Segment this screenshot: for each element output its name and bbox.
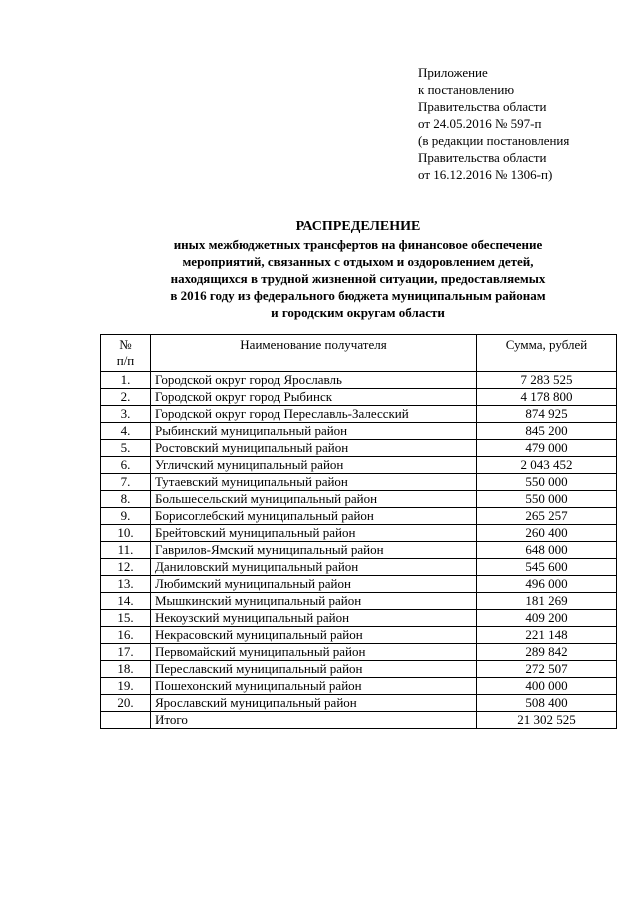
row-number: 15. bbox=[101, 610, 151, 627]
row-number: 6. bbox=[101, 457, 151, 474]
row-recipient: Городской округ город Переславль-Залесский bbox=[151, 406, 477, 423]
row-recipient: Ярославский муниципальный район bbox=[151, 695, 477, 712]
row-recipient: Ростовский муниципальный район bbox=[151, 440, 477, 457]
row-recipient: Угличский муниципальный район bbox=[151, 457, 477, 474]
row-number: 3. bbox=[101, 406, 151, 423]
title-line: иных межбюджетных трансфертов на финансовое обеспечение bbox=[173, 237, 543, 252]
row-sum: 289 842 bbox=[477, 644, 617, 661]
row-sum: 2 043 452 bbox=[477, 457, 617, 474]
title-line: и городским округам области bbox=[271, 305, 445, 320]
row-sum: 550 000 bbox=[477, 474, 617, 491]
table-row bbox=[101, 508, 617, 525]
appendix-line: (в редакции постановления bbox=[418, 133, 570, 148]
table-total-row bbox=[101, 712, 617, 729]
row-sum: 479 000 bbox=[477, 440, 617, 457]
table-row bbox=[101, 440, 617, 457]
row-recipient: Брейтовский муниципальный район bbox=[151, 525, 477, 542]
row-number: 7. bbox=[101, 474, 151, 491]
row-recipient: Некоузский муниципальный район bbox=[151, 610, 477, 627]
appendix-line: Правительства области bbox=[418, 150, 547, 165]
appendix-block bbox=[418, 64, 569, 183]
document-title bbox=[100, 218, 616, 321]
table-row bbox=[101, 559, 617, 576]
appendix-line: от 16.12.2016 № 1306-п) bbox=[418, 167, 553, 182]
row-sum: 260 400 bbox=[477, 525, 617, 542]
row-number: 14. bbox=[101, 593, 151, 610]
header-number: № п/п bbox=[101, 335, 151, 372]
appendix-line: Приложение bbox=[418, 65, 488, 80]
table-row bbox=[101, 406, 617, 423]
row-number: 19. bbox=[101, 678, 151, 695]
row-sum: 272 507 bbox=[477, 661, 617, 678]
table-body bbox=[101, 372, 617, 729]
row-number: 9. bbox=[101, 508, 151, 525]
row-number: 17. bbox=[101, 644, 151, 661]
row-sum: 7 283 525 bbox=[477, 372, 617, 389]
appendix-line: от 24.05.2016 № 597-п bbox=[418, 116, 542, 131]
table-row bbox=[101, 627, 617, 644]
table-row bbox=[101, 610, 617, 627]
row-recipient: Борисоглебский муниципальный район bbox=[151, 508, 477, 525]
title-line: мероприятий, связанных с отдыхом и оздоровлением детей, bbox=[182, 254, 534, 269]
row-number: 10. bbox=[101, 525, 151, 542]
row-recipient: Городской округ город Рыбинск bbox=[151, 389, 477, 406]
row-number: 1. bbox=[101, 372, 151, 389]
row-number: 8. bbox=[101, 491, 151, 508]
row-recipient: Первомайский муниципальный район bbox=[151, 644, 477, 661]
header-recipient: Наименование получателя bbox=[151, 335, 477, 372]
table-row bbox=[101, 423, 617, 440]
title-line: находящихся в трудной жизненной ситуации, предоставляемых bbox=[170, 271, 546, 286]
header-sum: Сумма, рублей bbox=[477, 335, 617, 372]
table-row bbox=[101, 542, 617, 559]
row-sum: 265 257 bbox=[477, 508, 617, 525]
total-recipient: Итого bbox=[151, 712, 477, 729]
row-recipient: Мышкинский муниципальный район bbox=[151, 593, 477, 610]
table-row bbox=[101, 576, 617, 593]
table-row bbox=[101, 644, 617, 661]
row-sum: 400 000 bbox=[477, 678, 617, 695]
row-number: 2. bbox=[101, 389, 151, 406]
row-number: 16. bbox=[101, 627, 151, 644]
title-line: в 2016 году из федерального бюджета муниципальным районам bbox=[170, 288, 546, 303]
row-recipient: Переславский муниципальный район bbox=[151, 661, 477, 678]
row-sum: 496 000 bbox=[477, 576, 617, 593]
row-sum: 648 000 bbox=[477, 542, 617, 559]
row-number: 20. bbox=[101, 695, 151, 712]
row-sum: 409 200 bbox=[477, 610, 617, 627]
row-recipient: Городской округ город Ярославль bbox=[151, 372, 477, 389]
table-row bbox=[101, 389, 617, 406]
table-row bbox=[101, 678, 617, 695]
row-sum: 221 148 bbox=[477, 627, 617, 644]
appendix-line: к постановлению bbox=[418, 82, 515, 97]
total-sum: 21 302 525 bbox=[477, 712, 617, 729]
row-sum: 550 000 bbox=[477, 491, 617, 508]
row-recipient: Гаврилов-Ямский муниципальный район bbox=[151, 542, 477, 559]
table-header-row bbox=[101, 335, 617, 372]
row-sum: 845 200 bbox=[477, 423, 617, 440]
row-recipient: Даниловский муниципальный район bbox=[151, 559, 477, 576]
table-row bbox=[101, 593, 617, 610]
title-main: РАСПРЕДЕЛЕНИЕ bbox=[295, 219, 421, 234]
row-number: 5. bbox=[101, 440, 151, 457]
table-row bbox=[101, 525, 617, 542]
appendix-line: Правительства области bbox=[418, 99, 547, 114]
row-recipient: Некрасовский муниципальный район bbox=[151, 627, 477, 644]
row-number: 12. bbox=[101, 559, 151, 576]
row-number: 13. bbox=[101, 576, 151, 593]
row-sum: 508 400 bbox=[477, 695, 617, 712]
distribution-table bbox=[100, 334, 617, 729]
row-sum: 4 178 800 bbox=[477, 389, 617, 406]
table-row bbox=[101, 372, 617, 389]
row-recipient: Тутаевский муниципальный район bbox=[151, 474, 477, 491]
row-recipient: Любимский муниципальный район bbox=[151, 576, 477, 593]
row-sum: 874 925 bbox=[477, 406, 617, 423]
row-number: 4. bbox=[101, 423, 151, 440]
total-number bbox=[101, 712, 151, 729]
row-recipient: Пошехонский муниципальный район bbox=[151, 678, 477, 695]
row-number: 18. bbox=[101, 661, 151, 678]
table-row bbox=[101, 695, 617, 712]
table-row bbox=[101, 474, 617, 491]
table-row bbox=[101, 661, 617, 678]
table-row bbox=[101, 457, 617, 474]
row-sum: 545 600 bbox=[477, 559, 617, 576]
row-number: 11. bbox=[101, 542, 151, 559]
row-recipient: Рыбинский муниципальный район bbox=[151, 423, 477, 440]
row-sum: 181 269 bbox=[477, 593, 617, 610]
table-row bbox=[101, 491, 617, 508]
row-recipient: Большесельский муниципальный район bbox=[151, 491, 477, 508]
